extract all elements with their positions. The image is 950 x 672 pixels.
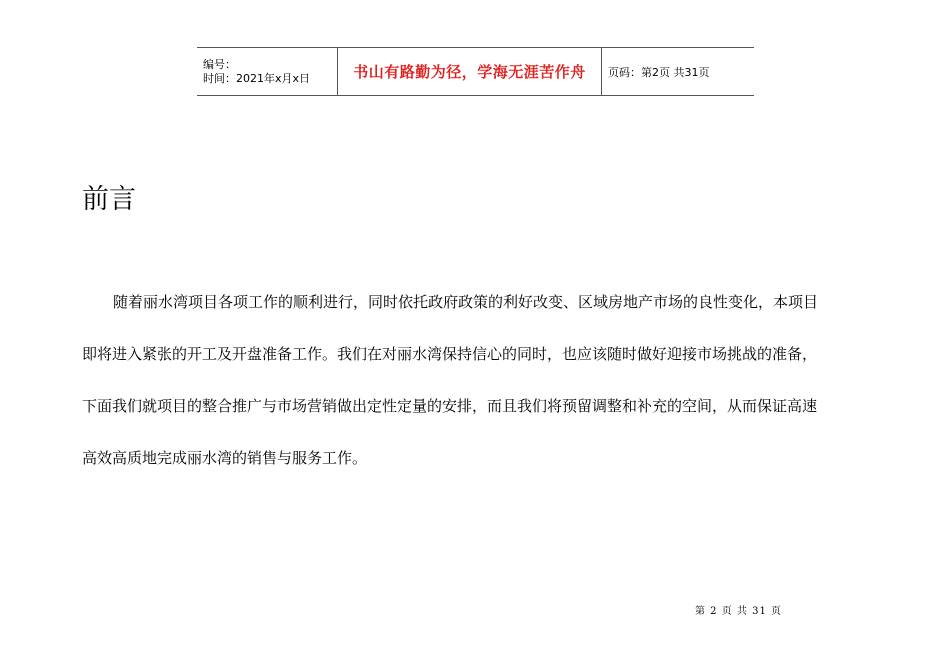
serial-number-label: 编号：: [203, 57, 236, 71]
body-paragraph: [82, 276, 872, 484]
paragraph-line: 下面我们就项目的整合推广与市场营销做出定性定量的安排，而且我们将预留调整和补充的空间，从而保证高速: [82, 397, 818, 415]
section-title: 前言: [82, 184, 136, 215]
page-header: [197, 47, 754, 96]
header-page-cell: [602, 48, 754, 95]
header-motto-cell: [338, 48, 602, 95]
footer-page-number: 第 2 页 共 31 页: [695, 606, 782, 617]
paragraph-line: 高效高质地完成丽水湾的销售与服务工作。: [82, 449, 368, 467]
date-label: 时间：2021年x月x日: [203, 71, 311, 85]
header-meta: [197, 48, 338, 95]
header-page-number: 页码：第2页 共31页: [608, 65, 710, 79]
header-motto: 书山有路勤为径，学海无涯苦作舟: [353, 63, 586, 81]
paragraph-line: 即将进入紧张的开工及开盘准备工作。我们在对丽水湾保持信心的同时，也应该随时做好迎接市场挑战的准备，: [82, 345, 818, 363]
paragraph-line: 随着丽水湾项目各项工作的顺利进行，同时依托政府政策的利好改变、区域房地产市场的良性变化，本项目: [113, 293, 819, 311]
